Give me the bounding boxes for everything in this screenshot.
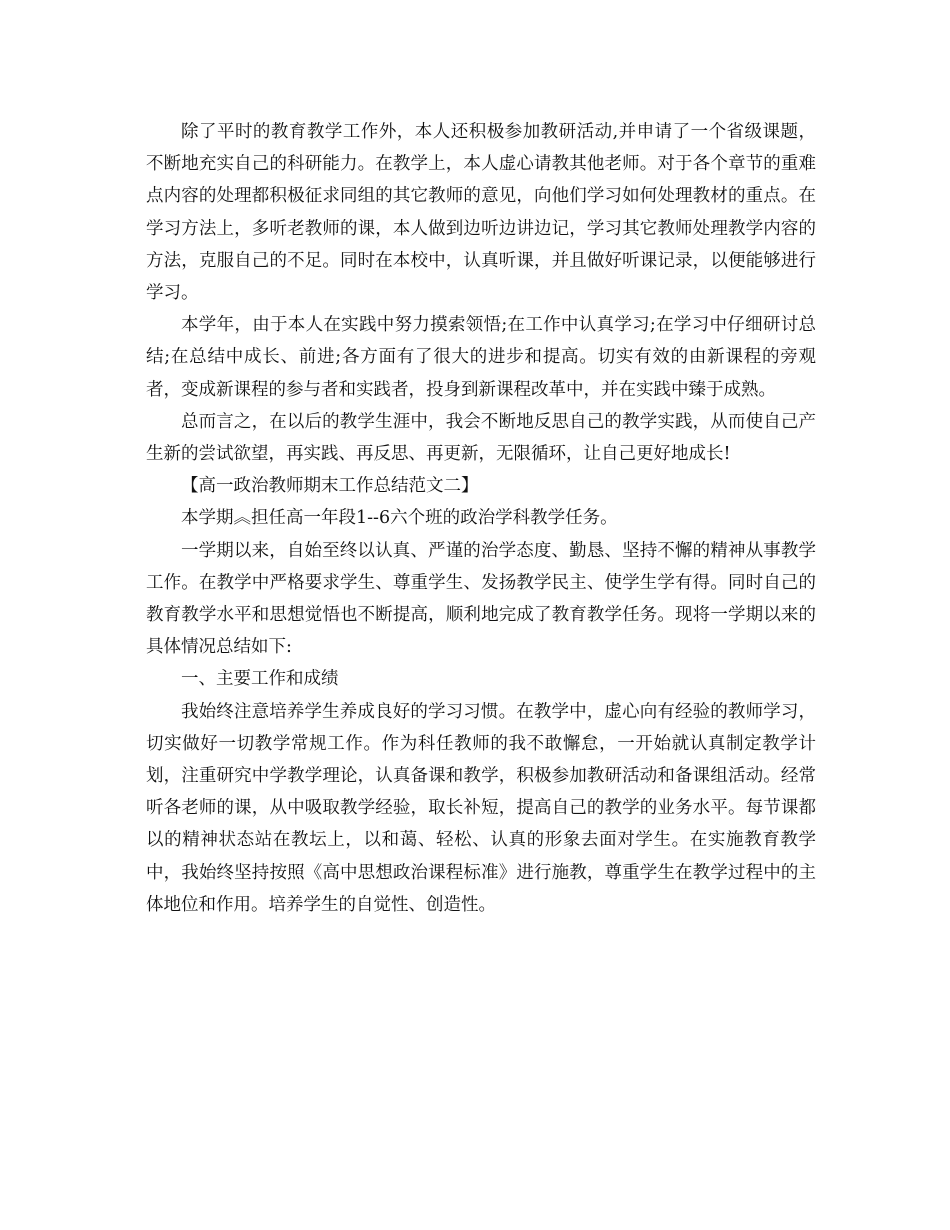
paragraph-habits: 我始终注意培养学生养成良好的学习习惯。在教学中，虚心向有经验的教师学习，切实做好一切教学常规工作。作为科任教师的我不敢懈怠，一开始就认真制定教学计划，注重研究中学教学理论，认真备课和教学，积极参加教研活动和备课组活动。经常听各老师的课，从中吸取教学经验，取长补短，提高自己的教学的业务水平。每节课都以的精神状态站在教坛上，以和蔼、轻松、认真的形象去面对学生。在实施教育教学中，我始终坚持按照《高中思想政治课程标准》进行施教，尊重学生在教学过程中的主体地位和作用。培养学生的自觉性、创造性。 — [146, 701, 816, 915]
paragraph-overview: 一学期以来，自始至终以认真、严谨的治学态度、勤恳、坚持不懈的精神从事教学工作。在教学中严格要求学生、尊重学生、发扬教学民主、使学生学有得。同时自己的教育教学水平和思想觉悟也不断提高，顺利地完成了教育教学任务。现将一学期以来的具体情况总结如下: — [146, 540, 816, 658]
paragraph-school-year: 本学年，由于本人在实践中努力摸索领悟;在工作中认真学习;在学习中仔细研讨总结;在总结中成长、前进;各方面有了很大的进步和提高。切实有效的由新课程的旁观者，变成新课程的参与者和实践者，投身到新课程改革中，并在实践中臻于成熟。 — [146, 315, 816, 400]
section-heading: 【高一政治教师期末工作总结范文二】 — [181, 476, 479, 497]
paragraph-conclusion: 总而言之，在以后的教学生涯中，我会不断地反思自己的教学实践，从而使自己产生新的尝试欲望，再实践、再反思、再更新，无限循环，让自己更好地成长! — [146, 411, 816, 465]
paragraph-research: 除了平时的教育教学工作外，本人还积极参加教研活动,并申请了一个省级课题，不断地充实自己的科研能力。在教学上，本人虚心请教其他老师。对于各个章节的重难点内容的处理都积极征求同组的其它教师的意见，向他们学习如何处理教材的重点。在学习方法上，多听老教师的课，本人做到边听边讲边记，学习其它教师处理教学内容的方法，克服自己的不足。同时在本校中，认真听课，并且做好听课记录，以便能够进行学习。 — [146, 122, 816, 304]
subheading-main-work: 一、主要工作和成绩 — [181, 669, 339, 690]
document-page — [146, 116, 816, 921]
paragraph-semester: 本学期︽担任高一年段1--6六个班的政治学科教学任务。 — [181, 508, 618, 529]
